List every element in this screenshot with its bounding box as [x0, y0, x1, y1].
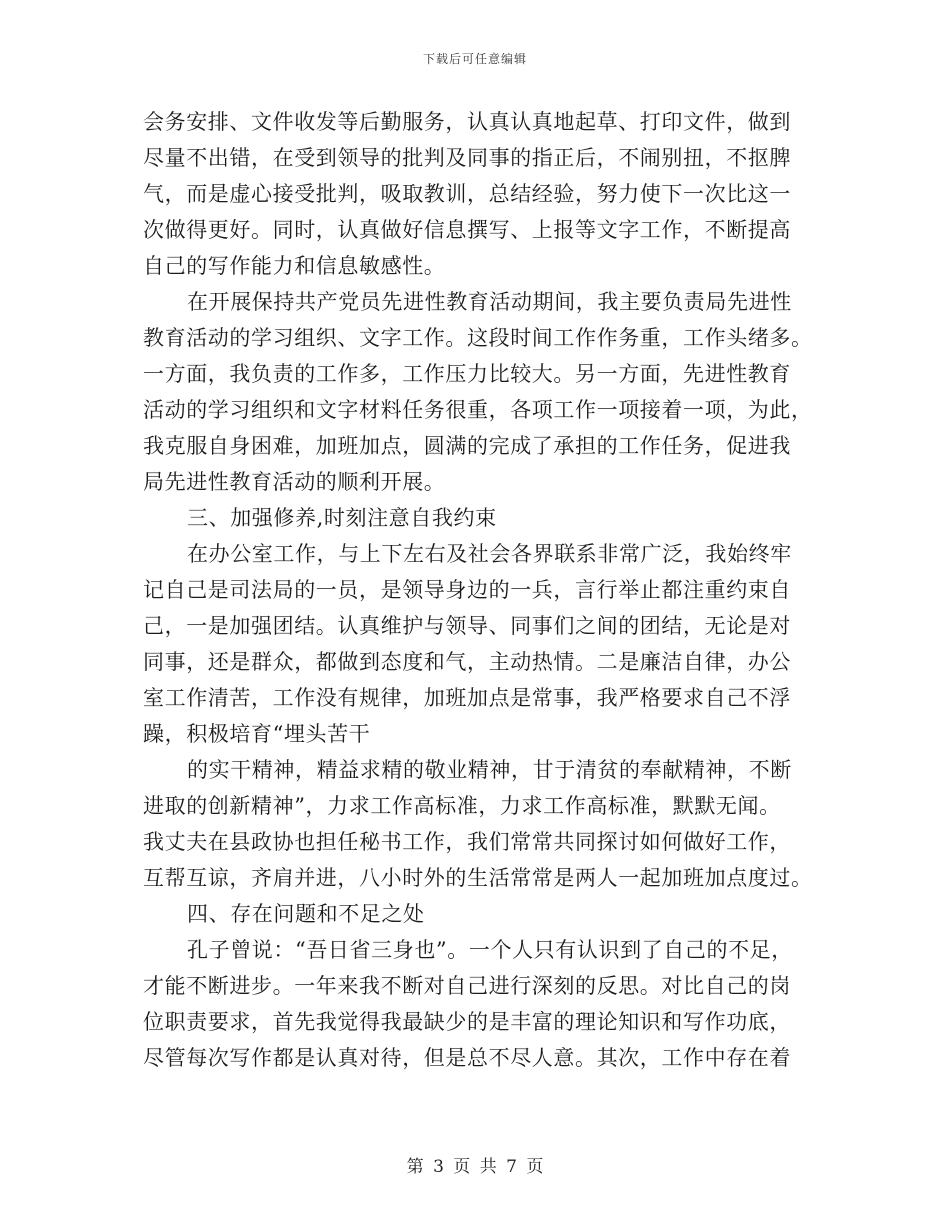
text-line: 互帮互谅，齐肩并进，八小时外的生活常常是两人一起加班加点度过。	[143, 866, 813, 890]
paragraph-start-line: 的实干精神，精益求精的敬业精神，甘于清贫的奉献精神，不断	[187, 758, 792, 782]
section-heading: 三、加强修养,时刻注意自我约束	[187, 506, 497, 530]
text-line: 气，而是虚心接受批判，吸取教训，总结经验，努力使下一次比这一	[143, 182, 791, 206]
text-line: 记自己是司法局的一员，是领导身边的一兵，言行举止都注重约束自	[143, 578, 791, 602]
text-line: 才能不断进步。一年来我不断对自己进行深刻的反思。对比自己的岗	[143, 974, 791, 998]
text-line: 一方面，我负责的工作多，工作压力比较大。另一方面，先进性教育	[143, 362, 791, 386]
text-line: 活动的学习组织和文字材料任务很重，各项工作一项接着一项，为此，	[143, 398, 813, 422]
text-line: 己，一是加强团结。认真维护与领导、同事们之间的团结，无论是对	[143, 614, 791, 638]
text-line: 尽量不出错，在受到领导的批判及同事的指正后，不闹别扭，不抠脾	[143, 146, 791, 170]
document-body	[143, 104, 813, 1076]
paragraph-start-line: 在办公室工作，与上下左右及社会各界联系非常广泛，我始终牢	[187, 542, 792, 566]
page-number-footer: 第 3 页 共 7 页	[406, 1157, 544, 1177]
paragraph-start-line: 在开展保持共产党员先进性教育活动期间，我主要负责局先进性	[187, 290, 792, 314]
text-line: 教育活动的学习组织、文字工作。这段时间工作作务重，工作头绪多。	[143, 326, 813, 350]
text-line: 我克服自身困难，加班加点，圆满的完成了承担的工作任务，促进我	[143, 434, 791, 458]
text-line: 次做得更好。同时，认真做好信息撰写、上报等文字工作，不断提高	[143, 218, 791, 242]
section-heading: 四、存在问题和不足之处	[187, 902, 425, 926]
page-header: 下载后可任意编辑	[422, 52, 527, 66]
text-line: 局先进性教育活动的顺利开展。	[143, 470, 446, 494]
paragraph-start-line: 孔子曾说：“吾日省三身也”。一个人只有认识到了自己的不足，	[187, 938, 793, 962]
text-line: 室工作清苦，工作没有规律，加班加点是常事，我严格要求自己不浮	[143, 686, 791, 710]
text-line: 躁，积极培育“埋头苦干	[143, 722, 371, 746]
text-line: 位职责要求，首先我觉得我最缺少的是丰富的理论知识和写作功底，	[143, 1010, 791, 1034]
text-line: 我丈夫在县政协也担任秘书工作，我们常常共同探讨如何做好工作，	[143, 830, 791, 854]
text-line: 自己的写作能力和信息敏感性。	[143, 254, 446, 278]
text-line: 同事，还是群众，都做到态度和气，主动热情。二是廉洁自律，办公	[143, 650, 791, 674]
text-line: 会务安排、文件收发等后勤服务，认真认真地起草、打印文件，做到	[143, 110, 791, 134]
text-line: 进取的创新精神”，力求工作高标准，力求工作高标准，默默无闻。	[143, 794, 781, 818]
text-line: 尽管每次写作都是认真对待，但是总不尽人意。其次，工作中存在着	[143, 1046, 791, 1070]
